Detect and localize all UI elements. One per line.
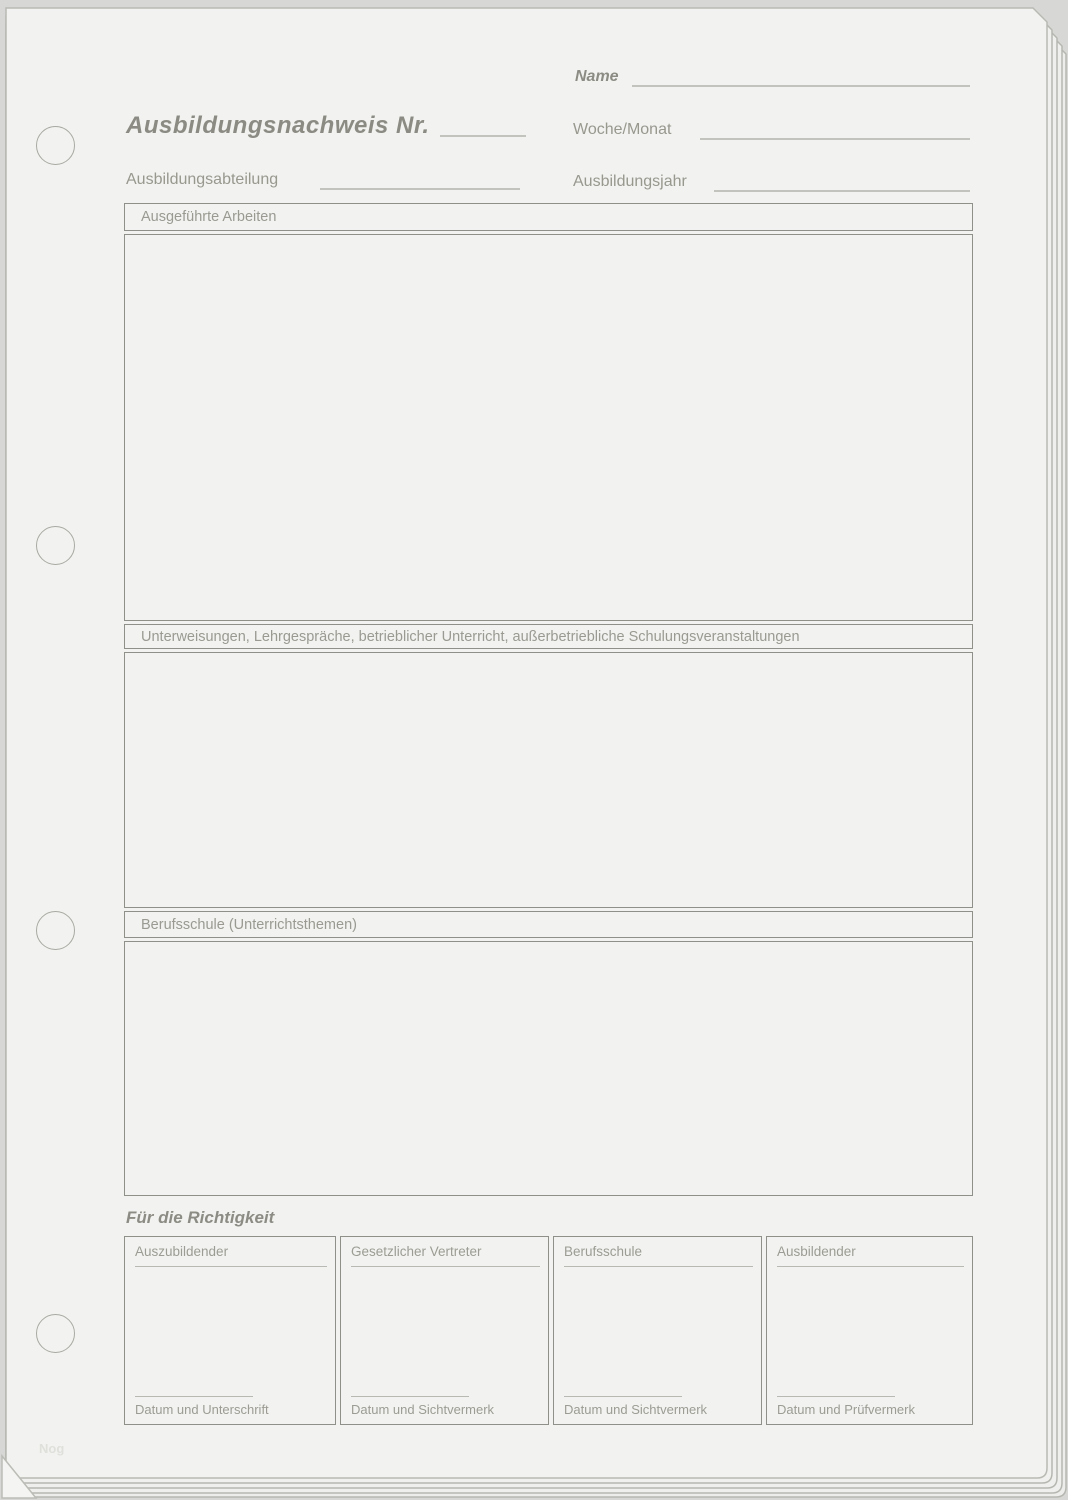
signature-header: Gesetzlicher Vertreter (351, 1244, 482, 1259)
signature-footer: Datum und Prüfvermerk (777, 1402, 915, 1417)
signature-header-line (564, 1266, 753, 1267)
name-label: Name (575, 68, 619, 85)
signature-line[interactable] (564, 1396, 682, 1397)
woche-monat-label: Woche/Monat (573, 121, 672, 138)
section-title: Ausgeführte Arbeiten (141, 209, 277, 225)
signature-line[interactable] (135, 1396, 253, 1397)
signature-cell-gesetzlicher-vertreter[interactable] (340, 1236, 549, 1425)
nr-input-line[interactable] (440, 135, 526, 137)
section-body-unterweisungen[interactable] (124, 652, 973, 908)
jahr-label: Ausbildungsjahr (573, 173, 687, 190)
jahr-input-line[interactable] (714, 190, 970, 192)
section-header-ausgefuehrte-arbeiten (124, 203, 973, 231)
abteilung-input-line[interactable] (320, 188, 520, 190)
signature-header-line (777, 1266, 964, 1267)
name-input-line[interactable] (632, 85, 970, 87)
signature-header-line (135, 1266, 327, 1267)
signature-cell-auszubildender[interactable] (124, 1236, 336, 1425)
signature-footer: Datum und Unterschrift (135, 1402, 269, 1417)
section-title: Berufsschule (Unterrichtsthemen) (141, 916, 357, 933)
form-title: Ausbildungsnachweis Nr. (126, 112, 430, 139)
section-header-berufsschule (124, 911, 973, 938)
signature-footer: Datum und Sichtvermerk (351, 1402, 495, 1417)
signature-header: Auszubildender (135, 1244, 229, 1259)
section-title: Unterweisungen, Lehrgespräche, betrieblicher Unterricht, außerbetriebliche Schulungsveranstaltungen (141, 628, 800, 645)
signature-footer: Datum und Sichtvermerk (564, 1402, 708, 1417)
signature-header: Berufsschule (564, 1244, 643, 1259)
section-header-unterweisungen (124, 624, 973, 649)
punch-hole (36, 911, 75, 950)
richtigkeit-heading: Für die Richtigkeit (126, 1208, 275, 1227)
abteilung-label: Ausbildungsabteilung (126, 171, 279, 188)
signature-cell-ausbildender[interactable] (766, 1236, 973, 1425)
print-code: Nog (39, 1441, 65, 1456)
section-body-berufsschule[interactable] (124, 941, 973, 1196)
woche-monat-input-line[interactable] (700, 138, 970, 140)
signature-header-line (351, 1266, 540, 1267)
signature-cell-berufsschule[interactable] (553, 1236, 762, 1425)
section-body-ausgefuehrte-arbeiten[interactable] (124, 234, 973, 621)
signature-line[interactable] (351, 1396, 469, 1397)
punch-hole (36, 126, 75, 165)
punch-hole (36, 526, 75, 565)
signature-header: Ausbildender (777, 1244, 856, 1259)
punch-hole (36, 1314, 75, 1353)
signature-line[interactable] (777, 1396, 895, 1397)
